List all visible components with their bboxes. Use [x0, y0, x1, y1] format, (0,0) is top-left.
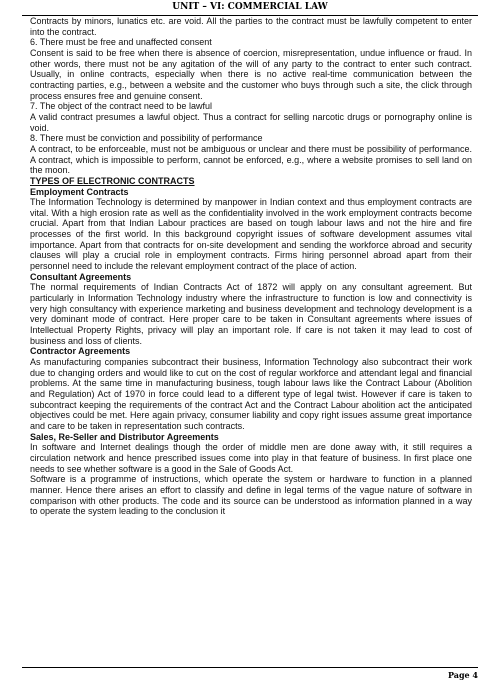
page-number: Page 4	[447, 670, 478, 680]
paragraph: The normal requirements of Indian Contracts Act of 1872 will apply on any consultant agreement. But particularly in Information Technology industry where the infrastructure to function is low and connectivity is very high consultancy with experience marketing and business development and technology development is a very dominant mode of contract. Here proper care to be taken in Consultant agreements where issues of Intellectual Property Rights, privacy will play an important role. If care is not taken it may lead to cost of business and loss of clients.	[30, 282, 472, 346]
list-item-heading: 6. There must be free and unaffected consent	[30, 37, 212, 48]
subsection-heading: Employment Contracts	[30, 186, 129, 197]
paragraph: As manufacturing companies subcontract their business, Information Technology also subcontract their work due to changing orders and would like to cut on the cost of regular workforce and attendant legal and financial problems. At the same time in manufacturing business, tough labour laws like the Contract Labour (Abolition and Regulation) Act of 1970 in force could lead to a different type of legal twist. However if care is taken to subcontract keeping the requirements of the contract Act and the Contract Labour abolition act the anticipated objectives could be met. Here again privacy, consumer liability and copy right issues assume great importance and care to be taken in representation such contracts.	[30, 357, 472, 431]
paragraph: A contract, to be enforceable, must not be ambiguous or unclear and there must be possibility of performance. A contract, which is impossible to perform, cannot be enforced, e.g., where a website promises to sell land on the moon.	[30, 143, 472, 176]
page-footer	[22, 667, 478, 682]
document-body	[30, 16, 472, 517]
subsection-heading: Contractor Agreements	[30, 346, 131, 357]
paragraph: A valid contract presumes a lawful object. Thus a contract for selling narcotic drugs or pornography online is void.	[30, 111, 472, 133]
subsection-heading: Consultant Agreements	[30, 271, 132, 282]
paragraph: In software and Internet dealings though the order of middle men are done away with, it still requires a circulation network and hence prescribed issues come into play in that feature of business. In first place one needs to see whether software is a good in the Sale of Goods Act.	[30, 442, 472, 474]
list-item-heading: 8. There must be conviction and possibility of performance	[30, 133, 263, 144]
page-header: UNIT – VI: COMMERCIAL LAW	[22, 2, 478, 16]
subsection-heading: Sales, Re-Seller and Distributor Agreements	[30, 431, 219, 442]
paragraph: Software is a programme of instructions, which operate the system or hardware to function in a planned manner. Hence there arises an effort to classify and define in legal terms of the vague nature of software in comparison with other products. The code and its source can be understood as information planned in a way to operate the system leading to the conclusion it	[30, 474, 472, 517]
paragraph: Contracts by minors, lunatics etc. are void. All the parties to the contract must be lawfully competent to enter into the contract.	[30, 16, 472, 37]
section-heading: TYPES OF ELECTRONIC CONTRACTS	[30, 175, 195, 186]
paragraph: Consent is said to be free when there is absence of coercion, misrepresentation, undue influence or fraud. In other words, there must not be any agitation of the will of any party to the contract to enter such contract. Usually, in online contracts, especially when there is no active real-time communication between the contracting parties, e.g., between a website and the customer who buys through such a site, the click through process ensures free and genuine consent.	[30, 47, 472, 101]
paragraph: The Information Technology is determined by manpower in Indian context and thus employment contracts are vital. With a high erosion rate as well as the confidentiality involved in the work employment contracts become crucial. Apart from that Indian Labour practices are based on tough labour laws and not the hire and fire processes of the first world. In this background copyright issues of software development assumes vital importance. Apart from that contracts for on-site development and sending the workforce abroad and security clauses will play a crucial role in employment contracts. Firms hiring personnel abroad apart from their personnel need to include the relevant employment contract of the place of action.	[30, 197, 472, 272]
list-item-heading: 7. The object of the contract need to be lawful	[30, 101, 212, 112]
